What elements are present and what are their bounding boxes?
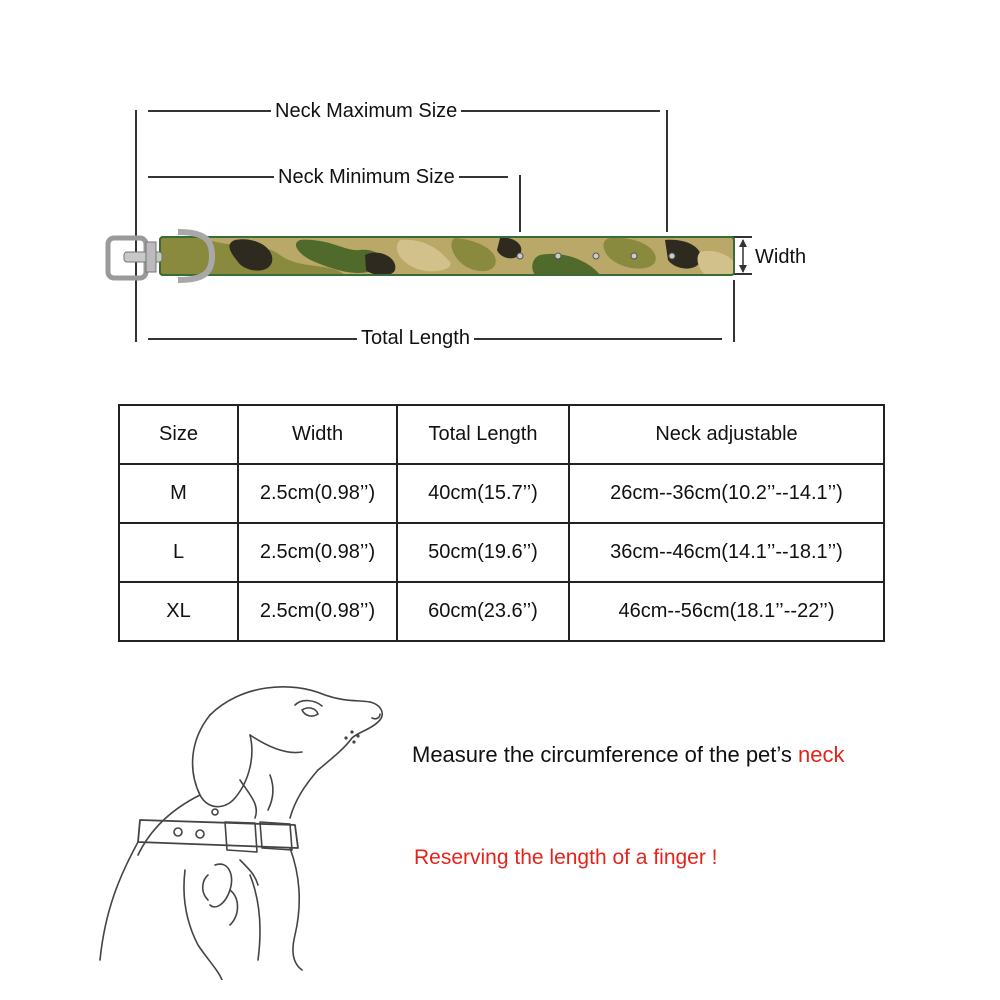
cell-total-length: 40cm(15.7’’) [397, 464, 569, 523]
table-row [119, 523, 884, 582]
cell-width: 2.5cm(0.98’’) [238, 582, 397, 641]
cell-size: L [119, 523, 238, 582]
neck-min-label: Neck Minimum Size [274, 165, 459, 189]
cell-width: 2.5cm(0.98’’) [238, 523, 397, 582]
table-row [119, 464, 884, 523]
header-total-length: Total Length [397, 405, 569, 464]
cell-width: 2.5cm(0.98’’) [238, 464, 397, 523]
width-label: Width [751, 245, 810, 269]
collar-strap [160, 237, 734, 275]
collar-diagram [0, 0, 1000, 380]
size-table [118, 404, 885, 642]
dog-illustration [90, 660, 400, 980]
cell-neck-adjustable: 26cm--36cm(10.2’’--14.1’’) [569, 464, 884, 523]
cell-total-length: 60cm(23.6’’) [397, 582, 569, 641]
neck-max-label: Neck Maximum Size [271, 99, 461, 123]
cell-size: XL [119, 582, 238, 641]
cell-total-length: 50cm(19.6’’) [397, 523, 569, 582]
total-length-label: Total Length [357, 326, 474, 350]
header-width: Width [238, 405, 397, 464]
header-neck-adjustable: Neck adjustable [569, 405, 884, 464]
measure-highlight: neck [798, 742, 845, 767]
reserve-instruction: Reserving the length of a finger ! [414, 846, 718, 869]
header-size: Size [119, 405, 238, 464]
table-header-row [119, 405, 884, 464]
measure-text: Measure the circumference of the pet’s [412, 742, 799, 767]
cell-size: M [119, 464, 238, 523]
cell-neck-adjustable: 46cm--56cm(18.1’’--22’’) [569, 582, 884, 641]
measure-instruction [412, 742, 845, 768]
cell-neck-adjustable: 36cm--46cm(14.1’’--18.1’’) [569, 523, 884, 582]
table-row [119, 582, 884, 641]
